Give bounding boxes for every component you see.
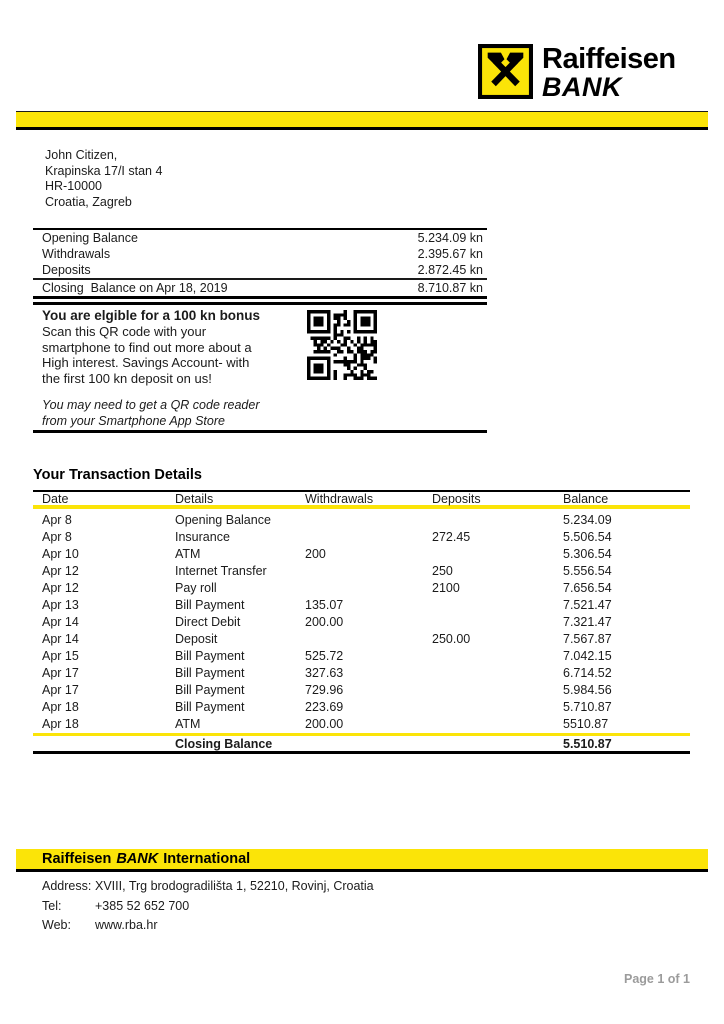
transaction-cell: Bill Payment xyxy=(175,648,245,663)
contact-label: Tel: xyxy=(42,898,62,913)
brand-sub: BANK xyxy=(542,72,622,102)
transaction-cell: 2100 xyxy=(432,580,460,595)
transaction-cell: 250.00 xyxy=(432,631,471,646)
footer-brand-suffix: International xyxy=(163,851,251,867)
summary-label: Withdrawals xyxy=(42,247,111,261)
text-line: from your Smartphone App Store xyxy=(42,413,225,428)
summary-value: 2.395.67 kn xyxy=(417,247,483,261)
footer-brand-bar xyxy=(16,849,708,872)
transaction-cell: 7.042.15 xyxy=(563,648,612,663)
transaction-cell: 729.96 xyxy=(305,682,344,697)
transaction-cell: 200 xyxy=(305,546,326,561)
bonus-note xyxy=(42,398,487,429)
footer-brand-name: Raiffeisen xyxy=(42,851,112,867)
transaction-row xyxy=(33,596,690,613)
transaction-row xyxy=(33,715,690,732)
transaction-cell: Apr 17 xyxy=(42,682,79,697)
summary-table xyxy=(33,228,487,299)
transaction-cell: Opening Balance xyxy=(175,512,271,527)
transactions-title: Your Transaction Details xyxy=(33,467,202,483)
page-number: Page 1 of 1 xyxy=(624,972,690,986)
summary-label: Deposits xyxy=(42,263,91,277)
raiffeisen-logo-icon xyxy=(478,44,533,99)
transaction-cell: 5.710.87 xyxy=(563,699,612,714)
transaction-cell: Internet Transfer xyxy=(175,563,267,578)
contact-row xyxy=(42,897,374,917)
transaction-cell: Direct Debit xyxy=(175,614,241,629)
transaction-cell: 5.984.56 xyxy=(563,682,612,697)
transaction-cell: Apr 8 xyxy=(42,529,72,544)
column-header: Details xyxy=(175,492,214,506)
summary-value: 5.234.09 kn xyxy=(417,231,483,245)
contact-value: XVIII, Trg brodogradilišta 1, 52210, Rovinj, Croatia xyxy=(95,879,374,893)
text-line: John Citizen, xyxy=(45,148,118,162)
transaction-cell: Apr 13 xyxy=(42,597,79,612)
transaction-cell: Apr 14 xyxy=(42,614,79,629)
transaction-row xyxy=(33,528,690,545)
transaction-cell: Bill Payment xyxy=(175,665,245,680)
brand-name: Raiffeisen xyxy=(542,43,676,75)
transaction-cell: Apr 14 xyxy=(42,631,79,646)
transaction-cell: Bill Payment xyxy=(175,682,245,697)
bonus-title: You are elgible for a 100 kn bonus xyxy=(42,308,261,323)
transaction-cell: 135.07 xyxy=(305,597,344,612)
summary-value: 2.872.45 kn xyxy=(417,263,483,277)
transaction-cell: Apr 18 xyxy=(42,716,79,731)
transaction-row xyxy=(33,545,690,562)
contact-row xyxy=(42,916,374,936)
transaction-cell: Bill Payment xyxy=(175,699,245,714)
transaction-cell: 5.234.09 xyxy=(563,512,612,527)
transaction-cell: Insurance xyxy=(175,529,230,544)
transaction-row xyxy=(33,698,690,715)
column-header: Date xyxy=(42,492,69,506)
transaction-cell: Apr 8 xyxy=(42,512,72,527)
footer-brand-bank: BANK xyxy=(116,851,159,867)
bonus-body xyxy=(42,324,487,386)
transaction-cell: ATM xyxy=(175,716,201,731)
transaction-cell: 5.556.54 xyxy=(563,563,612,578)
footer-contacts xyxy=(42,877,374,936)
closing-balance-value: 5.510.87 xyxy=(563,736,612,751)
contact-row xyxy=(42,877,374,897)
column-header: Withdrawals xyxy=(305,492,374,506)
transaction-row xyxy=(33,630,690,647)
transaction-cell: Apr 17 xyxy=(42,665,79,680)
transaction-rows xyxy=(33,509,690,732)
transaction-cell: Bill Payment xyxy=(175,597,245,612)
transaction-cell: 327.63 xyxy=(305,665,344,680)
transaction-row xyxy=(33,681,690,698)
transaction-cell: Deposit xyxy=(175,631,218,646)
transaction-cell: 223.69 xyxy=(305,699,344,714)
transaction-cell: 272.45 xyxy=(432,529,471,544)
transactions-table xyxy=(33,490,690,754)
transaction-cell: 5510.87 xyxy=(563,716,609,731)
closing-balance-label: Closing Balance xyxy=(175,736,273,751)
transaction-header-row xyxy=(33,492,690,509)
transaction-cell: 200.00 xyxy=(305,614,344,629)
text-line: Krapinska 17/I stan 4 xyxy=(45,163,163,178)
summary-row xyxy=(33,230,487,246)
text-line: Croatia, Zagreb xyxy=(45,194,132,209)
text-line: smartphone to find out more about a xyxy=(42,339,252,355)
header-divider-bar xyxy=(16,111,708,130)
transaction-cell: 7.521.47 xyxy=(563,597,612,612)
transaction-cell: 525.72 xyxy=(305,648,344,663)
text-line: You may need to get a QR code reader xyxy=(42,398,260,412)
summary-label: Closing Balance on Apr 18, 2019 xyxy=(42,281,228,295)
brand-wordmark xyxy=(542,44,676,101)
contact-value: www.rba.hr xyxy=(95,918,158,932)
bonus-box xyxy=(33,302,487,433)
brand-header xyxy=(478,44,676,101)
transaction-cell: Apr 18 xyxy=(42,699,79,714)
transaction-cell: 5.306.54 xyxy=(563,546,612,561)
summary-label: Opening Balance xyxy=(42,231,138,245)
column-header: Balance xyxy=(563,492,609,506)
summary-row xyxy=(33,278,487,296)
transaction-cell: 5.506.54 xyxy=(563,529,612,544)
transaction-cell: Apr 12 xyxy=(42,563,79,578)
transaction-cell: ATM xyxy=(175,546,201,561)
transaction-row xyxy=(33,579,690,596)
summary-row xyxy=(33,262,487,278)
recipient-address xyxy=(45,148,162,210)
transaction-cell: 200.00 xyxy=(305,716,344,731)
qr-code-icon xyxy=(307,310,377,380)
transaction-row xyxy=(33,613,690,630)
text-line: HR-10000 xyxy=(45,179,102,193)
text-line: Scan this QR code with your xyxy=(42,324,207,339)
transaction-cell: 6.714.52 xyxy=(563,665,612,680)
transaction-cell: 7.321.47 xyxy=(563,614,612,629)
contact-value: +385 52 652 700 xyxy=(95,898,190,913)
transaction-row xyxy=(33,647,690,664)
transaction-cell: Pay roll xyxy=(175,580,217,595)
transaction-closing-row xyxy=(33,733,690,754)
contact-label: Web: xyxy=(42,918,71,932)
transaction-cell: 7.656.54 xyxy=(563,580,612,595)
transaction-cell: Apr 15 xyxy=(42,648,79,663)
summary-row xyxy=(33,246,487,262)
transaction-cell: Apr 12 xyxy=(42,580,79,595)
transaction-row xyxy=(33,562,690,579)
contact-label: Address: xyxy=(42,879,92,893)
transaction-row xyxy=(33,664,690,681)
transaction-row xyxy=(33,511,690,528)
text-line: the first 100 kn deposit on us! xyxy=(42,370,212,386)
transaction-cell: Apr 10 xyxy=(42,546,79,561)
text-line: High interest. Savings Account- with xyxy=(42,355,250,370)
transaction-cell: 250 xyxy=(432,563,453,578)
transaction-cell: 7.567.87 xyxy=(563,631,612,646)
summary-value: 8.710.87 kn xyxy=(417,281,483,295)
column-header: Deposits xyxy=(432,492,481,506)
